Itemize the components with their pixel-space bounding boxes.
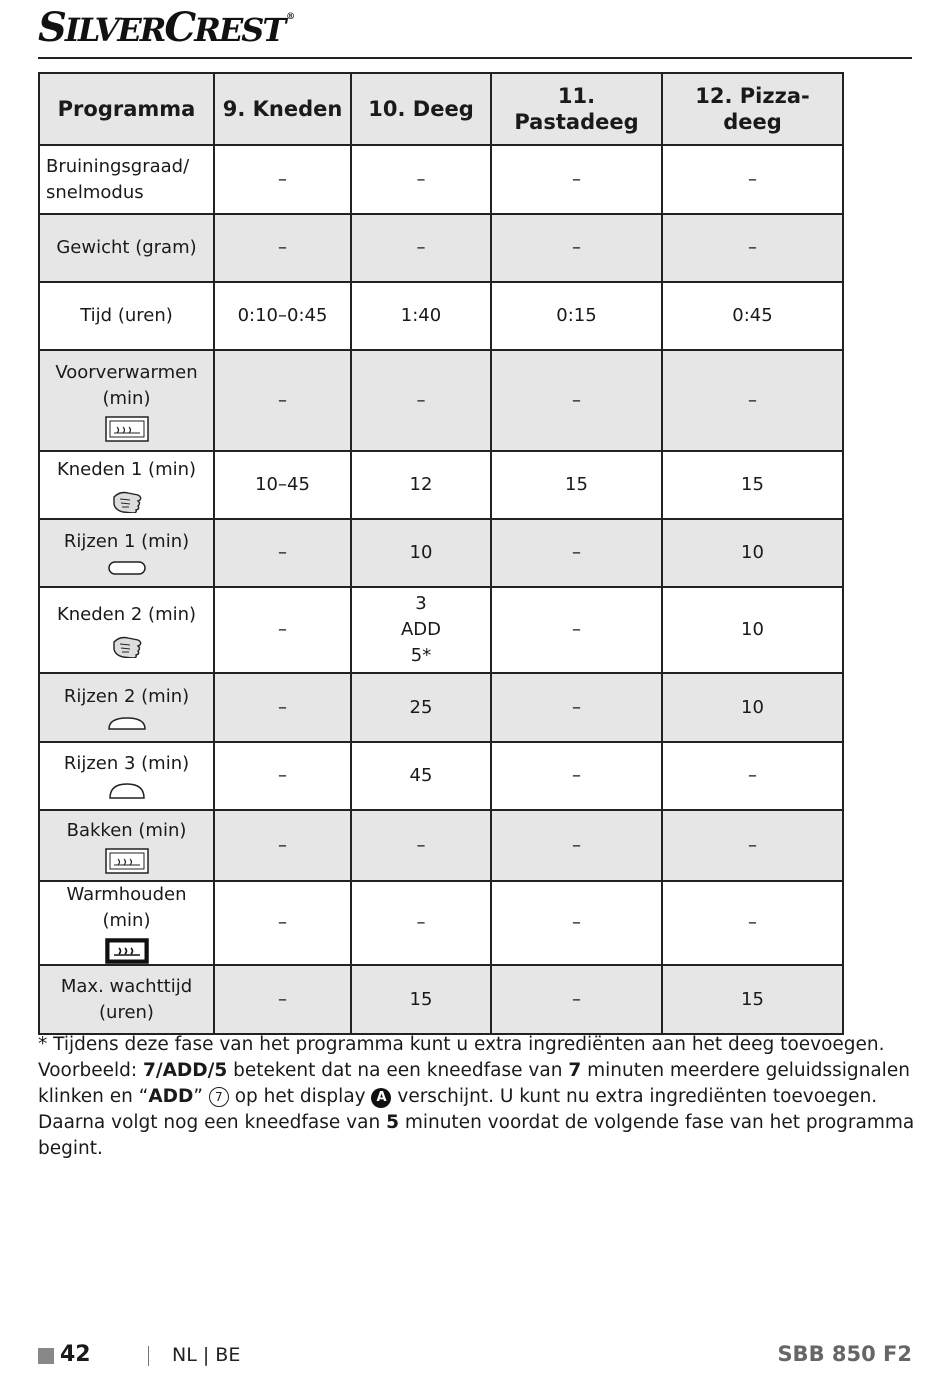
row-label: Warmhouden (min): [39, 881, 214, 965]
cell: 15: [662, 451, 843, 519]
model-number: SBB 850 F2: [777, 1342, 912, 1366]
header-pastadeeg: 11. Pastadeeg: [491, 73, 662, 145]
ref-7-icon: 7: [209, 1087, 229, 1107]
cell: –: [491, 881, 662, 965]
cell: 12: [351, 451, 491, 519]
preheat-oven-icon: [105, 416, 149, 442]
kneading-hand-icon: [108, 487, 146, 513]
footnote: * Tijdens deze fase van het programma kunt u extra ingrediënten aan het deeg toevoegen. Voorbeeld: 7/ADD/5 betekent dat na een kneedfase van 7 minuten meerdere geluidssignalen klinken en “ADD” 7 op het display A verschijnt. U kunt nu extra ingrediënten toevoegen. Daarna volgt nog een kneedfase van 5 minuten voordat de volgende fase van het programma begint.: [38, 1034, 915, 1159]
cell: –: [214, 810, 351, 881]
cell: 15: [491, 451, 662, 519]
table-row: [39, 587, 843, 673]
header-divider: [38, 57, 912, 59]
cell: 10–45: [214, 451, 351, 519]
cell: 10: [662, 587, 843, 673]
cell: –: [214, 965, 351, 1034]
cell: –: [491, 214, 662, 282]
cell: –: [491, 145, 662, 214]
language-code: NL | BE: [172, 1344, 241, 1366]
cell: 45: [351, 742, 491, 810]
header-deeg: 10. Deeg: [351, 73, 491, 145]
table-row: [39, 282, 843, 350]
cell: –: [214, 214, 351, 282]
table-row: [39, 742, 843, 810]
cell: 25: [351, 673, 491, 742]
cell: –: [491, 965, 662, 1034]
cell: –: [351, 214, 491, 282]
cell: 0:15: [491, 282, 662, 350]
table-row: [39, 965, 843, 1034]
cell: –: [214, 145, 351, 214]
row-label: Max. wachttijd (uren): [39, 965, 214, 1034]
cell: –: [351, 350, 491, 451]
cell: –: [214, 350, 351, 451]
row-label: Bakken (min): [39, 810, 214, 881]
cell: –: [491, 519, 662, 587]
cell: 0:45: [662, 282, 843, 350]
table-row: [39, 810, 843, 881]
cell: –: [662, 145, 843, 214]
header-programma: Programma: [39, 73, 214, 145]
cell: –: [662, 881, 843, 965]
table-row: [39, 519, 843, 587]
dough-rise-2-icon: [107, 714, 147, 732]
cell: –: [214, 519, 351, 587]
cell: 15: [351, 965, 491, 1034]
cell-add: 3 ADD 5*: [351, 587, 491, 673]
table-row: [39, 451, 843, 519]
header-pizzadeeg: 12. Pizza- deeg: [662, 73, 843, 145]
row-label: Bruiningsgraad/ snelmodus: [39, 145, 214, 214]
row-label: Kneden 1 (min): [39, 451, 214, 519]
cell: 15: [662, 965, 843, 1034]
cell: 1:40: [351, 282, 491, 350]
row-label: Rijzen 3 (min): [39, 742, 214, 810]
row-label: Rijzen 2 (min): [39, 673, 214, 742]
cell: 10: [662, 519, 843, 587]
row-label: Rijzen 1 (min): [39, 519, 214, 587]
page-marker-square: [38, 1348, 54, 1364]
page-number: 42: [60, 1342, 91, 1367]
row-label: Kneden 2 (min): [39, 587, 214, 673]
program-table: [38, 72, 844, 1035]
cell: –: [351, 810, 491, 881]
cell: 10: [351, 519, 491, 587]
table-row: [39, 145, 843, 214]
bake-oven-icon: [105, 848, 149, 874]
cell: –: [662, 350, 843, 451]
cell: –: [351, 145, 491, 214]
kneading-hand-icon: [108, 632, 146, 658]
cell: –: [491, 673, 662, 742]
table-row: [39, 350, 843, 451]
table-header-row: [39, 73, 843, 145]
cell: –: [491, 587, 662, 673]
cell: 0:10–0:45: [214, 282, 351, 350]
ref-a-icon: A: [371, 1088, 391, 1108]
cell: –: [214, 742, 351, 810]
cell: 10: [662, 673, 843, 742]
row-label: Gewicht (gram): [39, 214, 214, 282]
table-row: [39, 673, 843, 742]
cell: –: [214, 673, 351, 742]
row-label: Tijd (uren): [39, 282, 214, 350]
cell: –: [662, 810, 843, 881]
page-footer: [38, 1342, 912, 1372]
row-label: Voorverwarmen (min): [39, 350, 214, 451]
cell: –: [491, 810, 662, 881]
cell: –: [491, 350, 662, 451]
cell: –: [214, 881, 351, 965]
keep-warm-icon: [105, 938, 149, 964]
dough-rise-3-icon: [107, 781, 147, 801]
cell: –: [491, 742, 662, 810]
dough-rise-1-icon: [107, 559, 147, 577]
footer-separator: [148, 1346, 149, 1366]
table-row: [39, 214, 843, 282]
header-kneden: 9. Kneden: [214, 73, 351, 145]
cell: –: [214, 587, 351, 673]
cell: –: [662, 214, 843, 282]
table-row: [39, 881, 843, 965]
cell: –: [662, 742, 843, 810]
cell: –: [351, 881, 491, 965]
brand-logo: SILVERCREST ®: [38, 4, 294, 51]
